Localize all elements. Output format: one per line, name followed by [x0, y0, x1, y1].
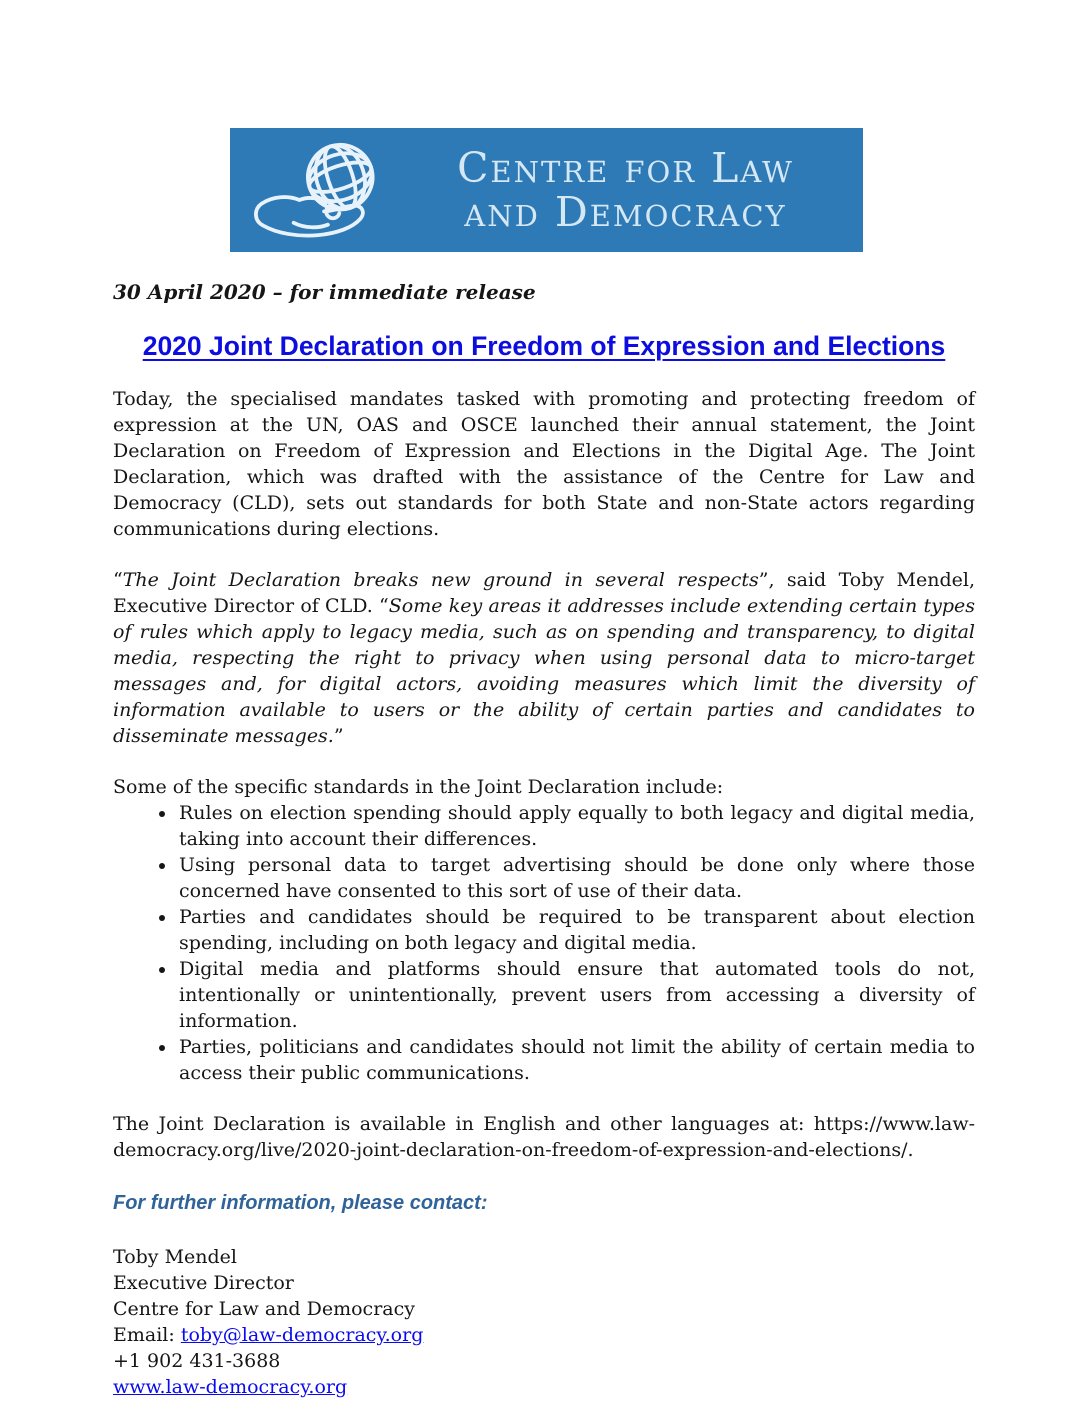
contact-block [113, 1244, 975, 1400]
contact-heading: For further information, please contact: [113, 1192, 488, 1214]
quote-open: “ [113, 569, 123, 591]
org-name-line1: Centre for Law [457, 143, 794, 192]
quote-close: ” [333, 725, 344, 747]
quote-attribution: ”, said Toby Mendel, Executive Director of CLD. “ [113, 569, 975, 617]
contact-email-line [113, 1322, 975, 1348]
quote-italic-1: The Joint Declaration breaks new ground in several respects [122, 569, 759, 591]
website-line [113, 1374, 975, 1400]
contact-org: Centre for Law and Democracy [113, 1298, 415, 1320]
bullet-item: • Parties, politicians and candidates should not limit the ability of certain media to access their public communications. [177, 1034, 975, 1086]
email-label: Email: [113, 1324, 181, 1346]
contact-name: Toby Mendel [113, 1246, 237, 1268]
bullet-item: • Digital media and platforms should ensure that automated tools do not, intentionally or unintentionally, prevent users from accessing a diversity of information. [177, 956, 975, 1034]
quote-paragraph [113, 567, 975, 749]
quote-italic-2: Some key areas it addresses include extending certain types of rules which apply to legacy media, such as on spending and transparency, to digital media, respecting the right to privacy when using personal data to micro-target messages and, for digital actors, avoiding measures which limit the diversity of information available to users or the ability of certain parties and candidates to disseminate messages. [113, 595, 975, 747]
bullet-item: • Parties and candidates should be required to be transparent about election spending, including on both legacy and digital media. [177, 904, 975, 956]
website-link[interactable]: www.law-democracy.org [113, 1376, 348, 1398]
org-name-line2: and Democracy [464, 188, 787, 236]
availability-paragraph: The Joint Declaration is available in English and other languages at: https://www.law-democracy.org/live/2020-joint-declaration-on-freedom-of-expression-and-elections/. [113, 1113, 975, 1161]
document-title-link[interactable]: 2020 Joint Declaration on Freedom of Expression and Elections [142, 331, 946, 361]
document-body [113, 0, 975, 1400]
intro-paragraph: Today, the specialised mandates tasked with promoting and protecting freedom of expression at the UN, OAS and OSCE launched their annual statement, the Joint Declaration on Freedom of Expression and Elections in the Digital Age. The Joint Declaration, which was drafted with the assistance of the Centre for Law and Democracy (CLD), sets out standards for both State and non-State actors regarding communications during elections. [113, 388, 975, 540]
bullet-item: • Rules on election spending should apply equally to both legacy and digital media, taking into account their differences. [177, 800, 975, 852]
standards-intro: Some of the specific standards in the Joint Declaration include: [113, 776, 724, 798]
contact-phone: +1 902 431-3688 [113, 1350, 281, 1372]
contact-role: Executive Director [113, 1272, 294, 1294]
email-link[interactable]: toby@law-democracy.org [180, 1324, 424, 1346]
standards-list [113, 800, 975, 1086]
release-date-line: 30 April 2020 – for immediate release [113, 280, 536, 304]
bullet-item: • Using personal data to target advertising should be done only where those concerned have consented to this sort of use of their data. [177, 852, 975, 904]
